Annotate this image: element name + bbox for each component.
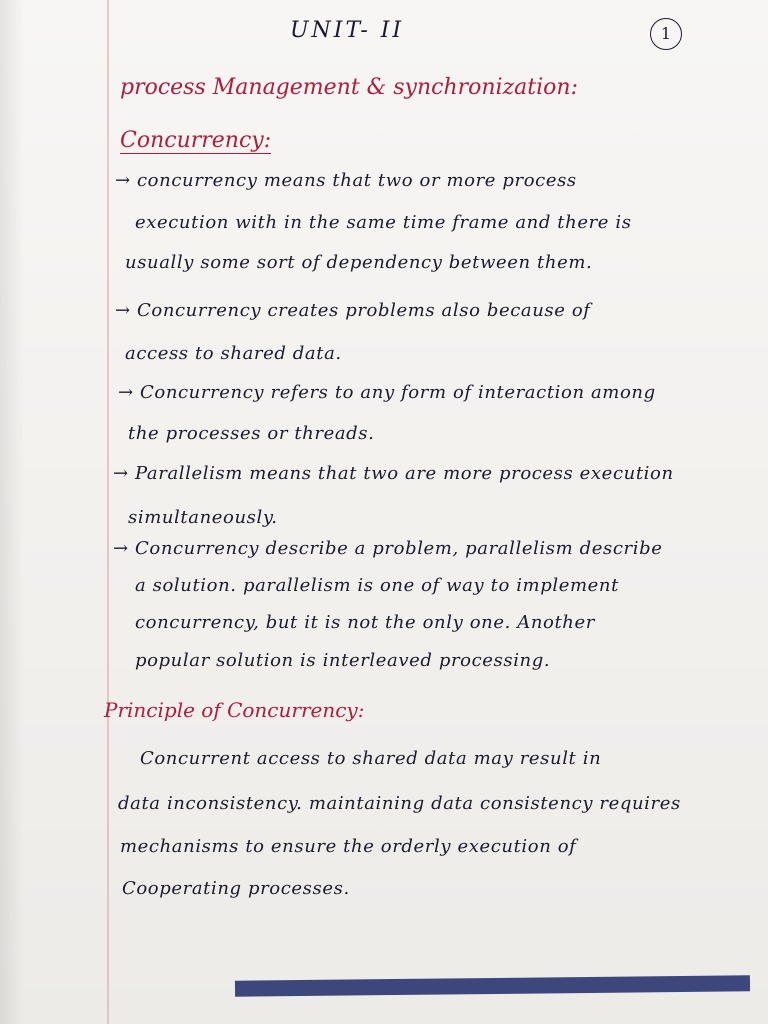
margin-line — [107, 0, 109, 1024]
section-heading-text: Concurrency: — [120, 128, 272, 153]
section-heading-concurrency — [120, 128, 271, 153]
page-binding-shadow — [0, 0, 24, 1024]
page-number: 1 — [650, 18, 682, 50]
text-line: → concurrency means that two or more process — [115, 170, 577, 191]
main-heading: process Management & synchronization: — [120, 75, 579, 100]
text-line: simultaneously. — [128, 507, 278, 528]
text-line: Cooperating processes. — [122, 878, 350, 899]
text-line: usually some sort of dependency between them. — [125, 252, 593, 273]
bottom-edge-band — [235, 975, 750, 996]
text-line: Concurrent access to shared data may result in — [140, 748, 602, 769]
text-line: access to shared data. — [125, 343, 342, 364]
text-line: the processes or threads. — [128, 423, 375, 444]
text-line: popular solution is interleaved processing. — [135, 650, 551, 671]
text-line: data inconsistency. maintaining data consistency requires — [118, 793, 681, 814]
text-line: → Parallelism means that two are more process execution — [113, 463, 674, 484]
text-line: mechanisms to ensure the orderly execution of — [120, 836, 577, 857]
text-line: → Concurrency describe a problem, parallelism describe — [113, 538, 663, 559]
text-line: a solution. parallelism is one of way to implement — [135, 575, 619, 596]
text-line: execution with in the same time frame and there is — [135, 212, 632, 233]
text-line: → Concurrency creates problems also because of — [115, 300, 591, 321]
text-line: concurrency, but it is not the only one. Another — [135, 612, 595, 633]
unit-title: UNIT- II — [290, 18, 405, 43]
section-heading-principle: Principle of Concurrency: — [104, 698, 365, 722]
text-line: → Concurrency refers to any form of interaction among — [118, 382, 656, 403]
